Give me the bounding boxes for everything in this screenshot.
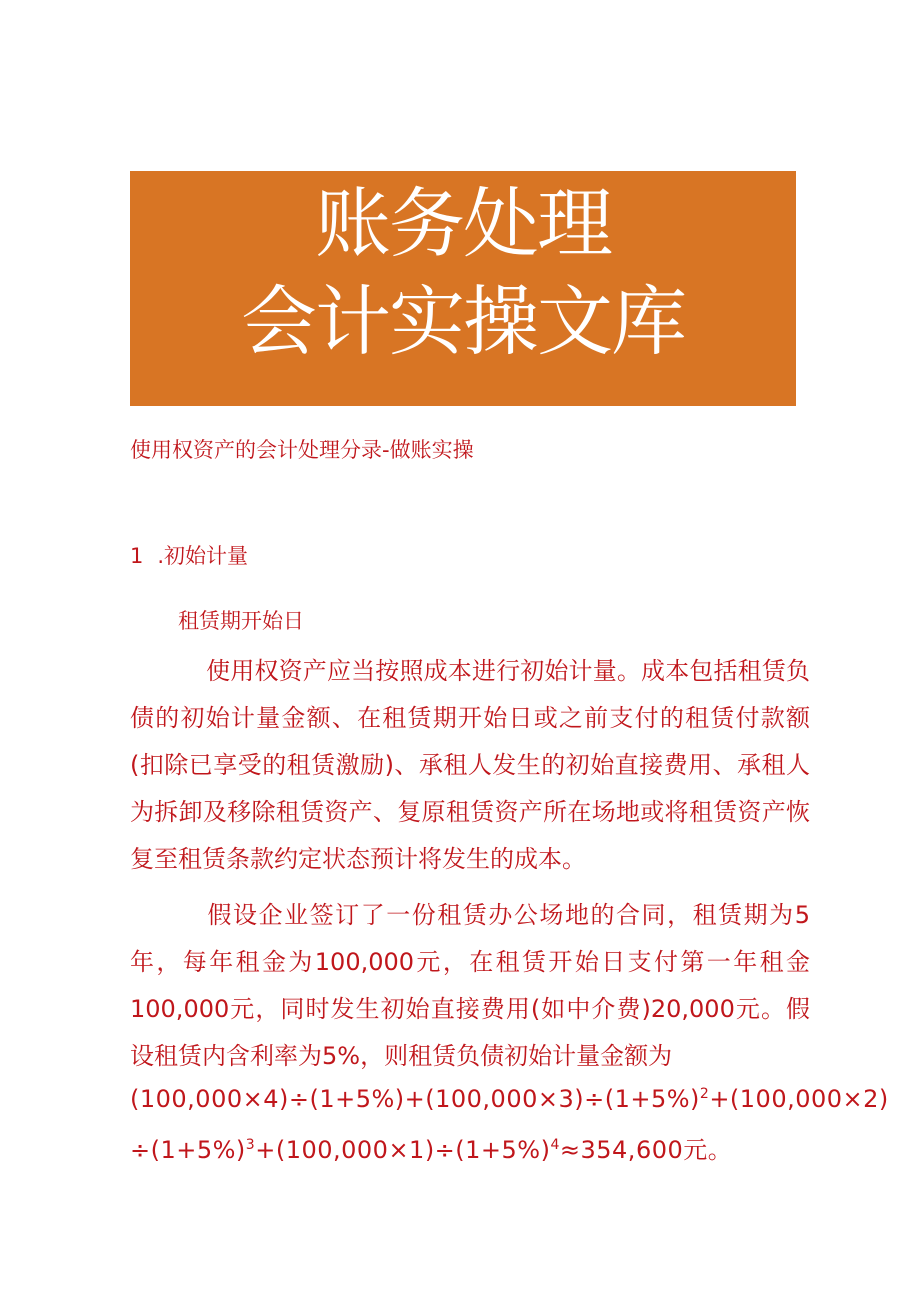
section-title: .初始计量 [157, 544, 249, 568]
paragraph-example [130, 892, 810, 1080]
document-subtitle: 使用权资产的会计处理分录-做账实操 [130, 438, 474, 462]
title-banner [130, 171, 796, 406]
subsection-heading: 租赁期开始日 [178, 609, 304, 633]
formula-exponent: 4 [550, 1137, 560, 1153]
section-heading [130, 540, 248, 570]
paragraph1-text: 使用权资产应当按照成本进行初始计量。成本包括租赁负债的初始计量金额、在租赁期开始日或之前支付的租赁付款额(扣除已享受的租赁激励)、承租人发生的初始直接费用、承租人为拆卸及移除租赁资产、复原租赁资产所在场地或将租赁资产恢复至租赁条款约定状态预计将发生的成本。 [130, 657, 810, 873]
formula-line2-part-c: ≈354,600元。 [559, 1136, 733, 1164]
formula-line1-part-a: (100,000×4)÷(1+5%)+(100,000×3)÷(1+5%) [130, 1085, 700, 1113]
formula-line2 [130, 1130, 732, 1165]
formula-exponent: 3 [245, 1137, 256, 1153]
formula-line1 [130, 1085, 889, 1113]
formula-line2-part-a: ÷(1+5%) [130, 1136, 246, 1164]
formula-line1-part-b: +(100,000×2) [709, 1085, 889, 1113]
section-number: 1 [130, 544, 144, 568]
banner-title-line2: 会计实操文库 [241, 277, 685, 366]
formula-line2-part-b: +(100,000×1)÷(1+5%) [255, 1136, 551, 1164]
formula-exponent: 2 [699, 1086, 710, 1102]
paragraph-initial-measurement [130, 648, 810, 883]
paragraph2-text: 假设企业签订了一份租赁办公场地的合同，租赁期为5年，每年租金为100,000元，在租赁开始日支付第一年租金100,000元，同时发生初始直接费用(如中介费)20,000元。假设租赁内含利率为5%，则租赁负债初始计量金额为 [130, 901, 810, 1070]
banner-title-line1: 账务处理 [315, 179, 611, 268]
